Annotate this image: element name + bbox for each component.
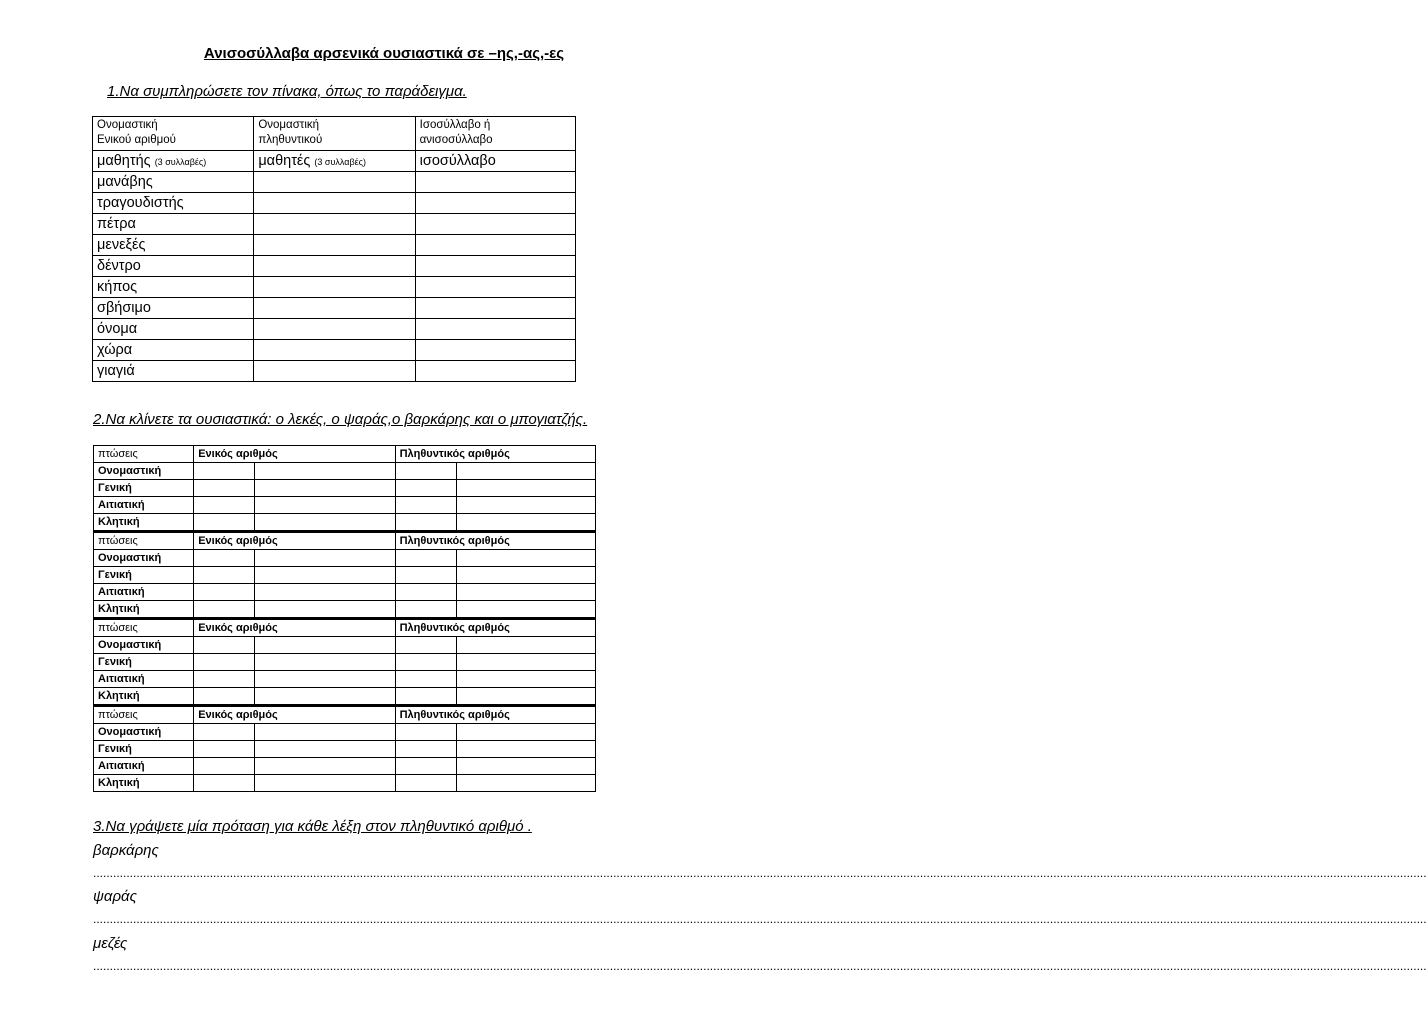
word-label: χώρα — [97, 342, 133, 358]
declension-row — [94, 688, 596, 706]
sentence-word: ψαράς — [93, 888, 137, 905]
declension-row — [94, 671, 596, 688]
word-cell — [93, 256, 254, 277]
cases-header: πτώσεις — [94, 532, 194, 550]
plural-header: Πληθυντικός αριθμός — [395, 706, 595, 724]
answer-cell[interactable] — [395, 775, 456, 792]
type-answer-cell[interactable] — [415, 298, 575, 319]
example-type: ισοσύλλαβο — [419, 153, 496, 169]
example-word: μαθητής — [97, 153, 151, 169]
plural-answer-cell[interactable] — [254, 277, 415, 298]
type-answer-cell[interactable] — [415, 172, 575, 193]
answer-cell[interactable] — [395, 724, 456, 741]
case-label: Γενική — [94, 480, 194, 497]
table-row — [93, 235, 576, 256]
case-label: Γενική — [94, 741, 194, 758]
answer-cell[interactable] — [194, 741, 255, 758]
answer-cell[interactable] — [456, 654, 595, 671]
header-plural-nominative: Ονομαστική πληθυντικού — [258, 119, 323, 146]
type-answer-cell[interactable] — [415, 340, 575, 361]
answer-cell[interactable] — [194, 758, 255, 775]
answer-cell[interactable] — [395, 480, 456, 497]
plural-answer-cell[interactable] — [254, 256, 415, 277]
word-cell — [93, 277, 254, 298]
header-syllable-type: Ισοσύλλαβο ή ανισοσύλλαβο — [419, 119, 493, 146]
declension-header-row — [94, 532, 596, 550]
word-cell — [93, 172, 254, 193]
case-label: Γενική — [94, 654, 194, 671]
declension-header-row — [94, 446, 596, 463]
word-cell — [93, 235, 254, 256]
answer-cell[interactable] — [194, 654, 255, 671]
answer-cell[interactable] — [194, 601, 255, 619]
word-label: σβήσιμο — [97, 300, 151, 316]
answer-cell[interactable] — [255, 758, 395, 775]
type-answer-cell[interactable] — [415, 214, 575, 235]
answer-cell[interactable] — [395, 514, 456, 532]
answer-cell[interactable] — [395, 584, 456, 601]
answer-cell[interactable] — [395, 637, 456, 654]
table-row — [93, 214, 576, 235]
answer-cell[interactable] — [456, 758, 595, 775]
word-cell — [93, 361, 254, 382]
answer-cell[interactable] — [395, 688, 456, 706]
answer-cell[interactable] — [456, 567, 595, 584]
type-answer-cell[interactable] — [415, 256, 575, 277]
type-answer-cell[interactable] — [415, 235, 575, 256]
answer-cell[interactable] — [395, 671, 456, 688]
answer-cell[interactable] — [194, 724, 255, 741]
answer-cell[interactable] — [194, 497, 255, 514]
plural-answer-cell[interactable] — [254, 298, 415, 319]
word-label: γιαγιά — [97, 363, 135, 379]
case-label: Κλητική — [94, 688, 194, 706]
answer-cell[interactable] — [255, 637, 395, 654]
type-answer-cell[interactable] — [415, 319, 575, 340]
page-title: Ανισοσύλλαβα αρσενικά ουσιαστικά σε –ης,-ας,-ες — [203, 45, 565, 62]
table-row — [93, 172, 576, 193]
answer-cell[interactable] — [255, 688, 395, 706]
example-type-cell — [415, 151, 575, 172]
type-answer-cell[interactable] — [415, 193, 575, 214]
answer-cell[interactable] — [194, 637, 255, 654]
case-label: Κλητική — [94, 601, 194, 619]
answer-cell[interactable] — [255, 775, 395, 792]
singular-header: Ενικός αριθμός — [194, 446, 395, 463]
declension-row — [94, 741, 596, 758]
answer-cell[interactable] — [456, 671, 595, 688]
table-row — [93, 256, 576, 277]
answer-line[interactable]: ................................................................................................................................................................................................................................................................................................................................................................................................................ — [93, 912, 1427, 926]
singular-header: Ενικός αριθμός — [194, 706, 395, 724]
answer-cell[interactable] — [456, 741, 595, 758]
declension-row — [94, 584, 596, 601]
declension-header-row — [94, 706, 596, 724]
case-label: Αιτιατική — [94, 497, 194, 514]
exercise-2-table — [93, 445, 596, 792]
example-word-cell — [93, 151, 254, 172]
answer-cell[interactable] — [456, 601, 595, 619]
word-label: τραγουδιστής — [97, 195, 184, 211]
header-cell — [415, 117, 575, 151]
answer-cell[interactable] — [255, 601, 395, 619]
answer-cell[interactable] — [456, 550, 595, 567]
answer-cell[interactable] — [255, 514, 395, 532]
answer-cell[interactable] — [255, 584, 395, 601]
word-cell — [93, 193, 254, 214]
table-row — [93, 298, 576, 319]
declension-row — [94, 758, 596, 775]
example-plural: μαθητές — [258, 153, 311, 169]
answer-cell[interactable] — [395, 550, 456, 567]
case-label: Ονομαστική — [94, 550, 194, 567]
answer-cell[interactable] — [395, 567, 456, 584]
answer-cell[interactable] — [395, 654, 456, 671]
case-label: Αιτιατική — [94, 758, 194, 775]
type-answer-cell[interactable] — [415, 361, 575, 382]
plural-answer-cell[interactable] — [254, 193, 415, 214]
case-label: Ονομαστική — [94, 463, 194, 480]
table-row — [93, 193, 576, 214]
example-word-note: (3 συλλαβές) — [154, 157, 207, 167]
sentence-word: μεζές — [93, 935, 128, 952]
declension-row — [94, 775, 596, 792]
answer-cell[interactable] — [395, 758, 456, 775]
plural-answer-cell[interactable] — [254, 235, 415, 256]
declension-row — [94, 514, 596, 532]
plural-header: Πληθυντικός αριθμός — [395, 532, 595, 550]
plural-answer-cell[interactable] — [254, 361, 415, 382]
exercise-3-heading: 3.Να γράψετε μία πρόταση για κάθε λέξη στον πληθυντικό αριθμό . — [93, 818, 532, 835]
singular-header: Ενικός αριθμός — [194, 532, 395, 550]
exercise-2-heading: 2.Να κλίνετε τα ουσιαστικά: ο λεκές, ο ψαράς,ο βαρκάρης και ο μπογιατζής. — [93, 411, 588, 428]
cases-header: πτώσεις — [94, 446, 194, 463]
word-cell — [93, 214, 254, 235]
declension-row — [94, 637, 596, 654]
table-header-row — [93, 117, 576, 151]
answer-cell[interactable] — [255, 463, 395, 480]
exercise-1-table — [92, 116, 576, 382]
answer-cell[interactable] — [456, 584, 595, 601]
answer-cell[interactable] — [255, 741, 395, 758]
declension-row — [94, 480, 596, 497]
answer-cell[interactable] — [255, 654, 395, 671]
case-label: Κλητική — [94, 514, 194, 532]
declension-row — [94, 724, 596, 741]
answer-cell[interactable] — [194, 567, 255, 584]
answer-cell[interactable] — [194, 480, 255, 497]
answer-cell[interactable] — [194, 463, 255, 480]
plural-answer-cell[interactable] — [254, 214, 415, 235]
answer-cell[interactable] — [456, 497, 595, 514]
answer-cell[interactable] — [395, 497, 456, 514]
answer-cell[interactable] — [255, 671, 395, 688]
answer-cell[interactable] — [194, 688, 255, 706]
declension-row — [94, 654, 596, 671]
answer-cell[interactable] — [456, 480, 595, 497]
answer-cell[interactable] — [255, 724, 395, 741]
declension-row — [94, 497, 596, 514]
answer-cell[interactable] — [194, 775, 255, 792]
type-answer-cell[interactable] — [415, 277, 575, 298]
case-label: Κλητική — [94, 775, 194, 792]
answer-cell[interactable] — [395, 463, 456, 480]
word-label: κήπος — [97, 279, 138, 295]
declension-header-row — [94, 619, 596, 637]
word-label: μανάβης — [97, 174, 153, 190]
answer-cell[interactable] — [456, 514, 595, 532]
sentence-word: βαρκάρης — [93, 842, 159, 859]
word-label: όνομα — [97, 321, 138, 337]
plural-answer-cell[interactable] — [254, 319, 415, 340]
exercise-1-heading: 1.Να συμπληρώσετε τον πίνακα, όπως το παράδειγμα. — [107, 83, 467, 100]
example-plural-cell — [254, 151, 415, 172]
answer-cell[interactable] — [194, 671, 255, 688]
cases-header: πτώσεις — [94, 619, 194, 637]
case-label: Γενική — [94, 567, 194, 584]
plural-header: Πληθυντικός αριθμός — [395, 446, 595, 463]
table-row — [93, 319, 576, 340]
header-cell — [254, 117, 415, 151]
example-plural-note: (3 συλλαβές) — [314, 157, 366, 167]
table-row — [93, 277, 576, 298]
table-row — [93, 340, 576, 361]
answer-cell[interactable] — [194, 514, 255, 532]
word-label: πέτρα — [97, 216, 136, 232]
answer-line[interactable]: ................................................................................................................................................................................................................................................................................................................................................................................................................ — [93, 959, 1427, 973]
declension-row — [94, 601, 596, 619]
declension-row — [94, 550, 596, 567]
answer-cell[interactable] — [395, 601, 456, 619]
word-label: μενεξές — [97, 237, 146, 253]
answer-cell[interactable] — [255, 497, 395, 514]
answer-cell[interactable] — [255, 550, 395, 567]
answer-cell[interactable] — [456, 463, 595, 480]
answer-line[interactable]: ................................................................................................................................................................................................................................................................................................................................................................................................................ — [93, 866, 1427, 880]
singular-header: Ενικός αριθμός — [194, 619, 395, 637]
word-label: δέντρο — [97, 258, 141, 274]
table-row — [93, 361, 576, 382]
word-cell — [93, 319, 254, 340]
case-label: Ονομαστική — [94, 637, 194, 654]
declension-row — [94, 567, 596, 584]
plural-answer-cell[interactable] — [254, 172, 415, 193]
answer-cell[interactable] — [456, 775, 595, 792]
cases-header: πτώσεις — [94, 706, 194, 724]
plural-answer-cell[interactable] — [254, 340, 415, 361]
word-cell — [93, 298, 254, 319]
answer-cell[interactable] — [456, 637, 595, 654]
word-cell — [93, 340, 254, 361]
answer-cell[interactable] — [194, 550, 255, 567]
header-cell — [93, 117, 254, 151]
case-label: Αιτιατική — [94, 584, 194, 601]
answer-cell[interactable] — [194, 584, 255, 601]
answer-cell[interactable] — [456, 724, 595, 741]
example-row — [93, 151, 576, 172]
declension-row — [94, 463, 596, 480]
case-label: Αιτιατική — [94, 671, 194, 688]
case-label: Ονομαστική — [94, 724, 194, 741]
plural-header: Πληθυντικός αριθμός — [395, 619, 595, 637]
answer-cell[interactable] — [255, 480, 395, 497]
answer-cell[interactable] — [255, 567, 395, 584]
answer-cell[interactable] — [395, 741, 456, 758]
answer-cell[interactable] — [456, 688, 595, 706]
header-singular-nominative: Ονομαστική Ενικού αριθμού — [97, 119, 176, 146]
